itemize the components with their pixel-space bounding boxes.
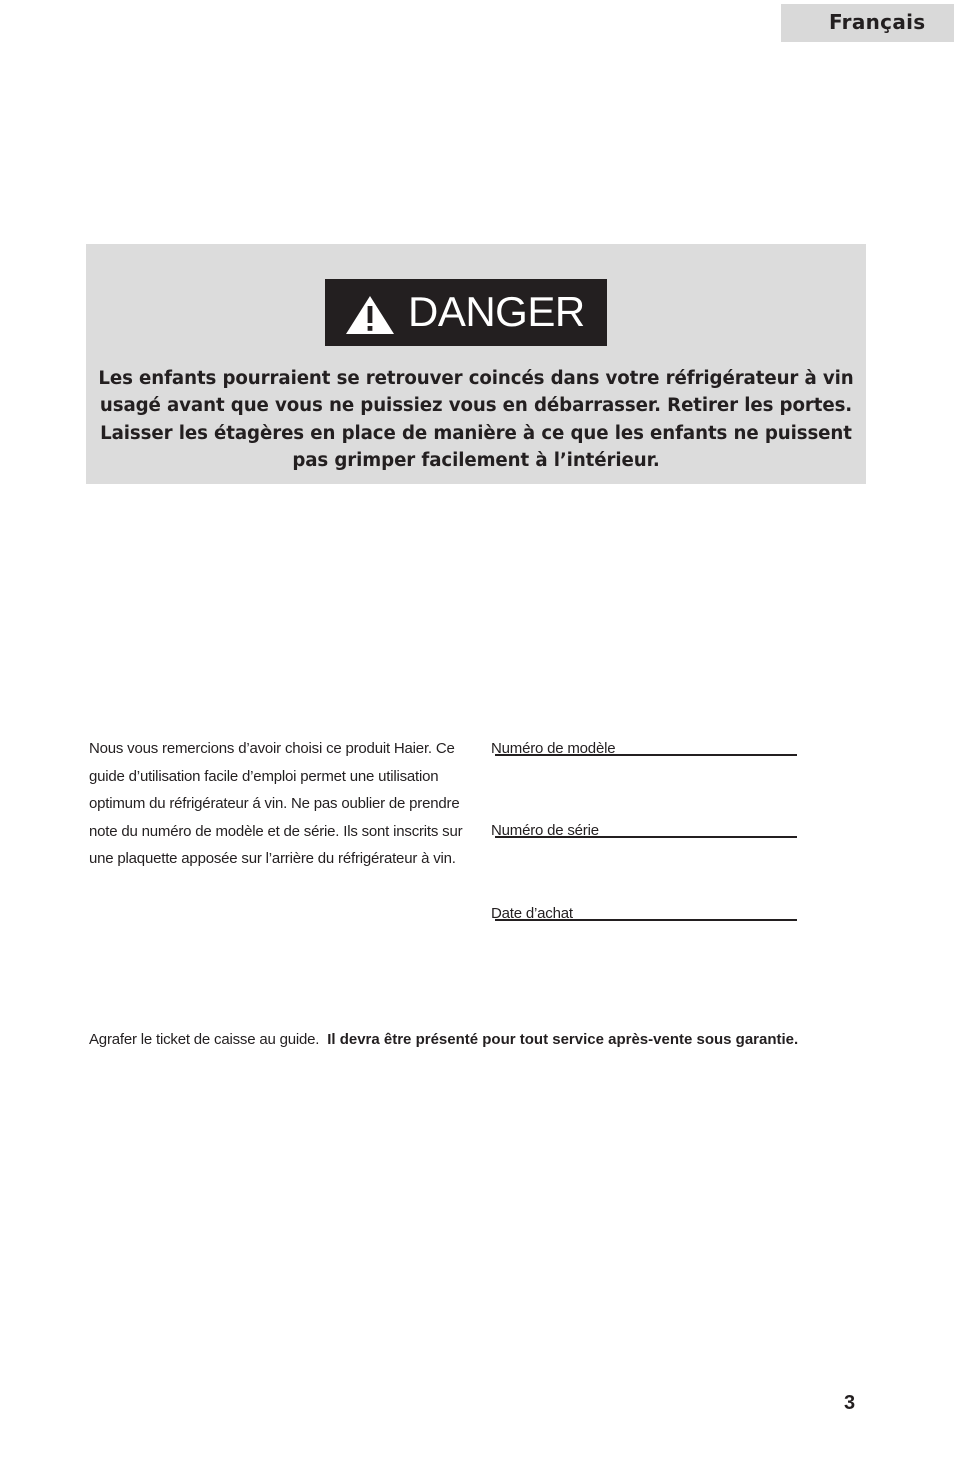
warranty-emphasis: Il devra être présenté pour tout service après-vente sous garantie.: [327, 1031, 799, 1048]
model-number-field: [491, 737, 797, 761]
serial-number-field: [491, 819, 797, 843]
purchase-date-line: [495, 919, 797, 921]
warning-triangle-icon: [345, 295, 395, 335]
receipt-text: Agrafer le ticket de caisse au guide.: [89, 1031, 320, 1048]
serial-number-line: [495, 836, 797, 838]
receipt-instruction: [89, 1026, 849, 1054]
intro-paragraph: Nous vous remercions d’avoir choisi ce produit Haier. Ce guide d’utilisation facile d’emploi permet une utilisation optimum du réfrigérateur á vin. Ne pas oublier de prendre note du numéro de modèle et de série. Ils sont inscrits sur une plaquette apposée sur l’arrière du réfrigérateur à vin.: [89, 740, 463, 867]
purchase-date-label: Date d’achat: [491, 905, 573, 922]
danger-message: Les enfants pourraient se retrouver coincés dans votre réfrigérateur à vin usagé avant que vous ne puissiez vous en débarrasser. Retirer les portes. Laisser les étagères en place de manière à ce que les enfants ne puissent pas grimper facilement à l’intérieur.: [98, 368, 854, 471]
page-number: 3: [844, 1392, 856, 1414]
danger-warning-panel: [86, 244, 866, 484]
serial-number-label: Numéro de série: [491, 822, 599, 839]
purchase-date-field: [491, 902, 797, 926]
model-number-line: [495, 754, 797, 756]
language-tab: Français: [781, 4, 954, 42]
danger-label: DANGER: [408, 288, 585, 335]
danger-badge: [325, 279, 607, 346]
model-number-label: Numéro de modèle: [491, 740, 616, 757]
